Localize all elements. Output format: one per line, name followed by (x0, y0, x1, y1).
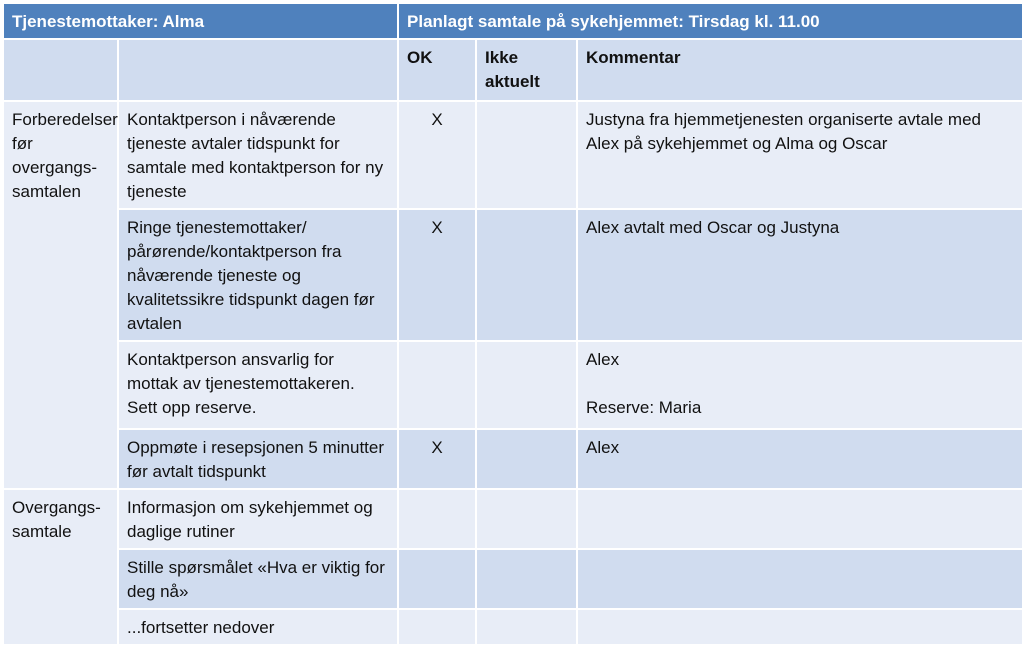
not-relevant-column-header: Ikke aktuelt (476, 39, 577, 101)
not-relevant-mark (476, 609, 577, 645)
comment-cell (577, 549, 1023, 609)
not-relevant-mark (476, 209, 577, 341)
comment-cell: Alex avtalt med Oscar og Justyna (577, 209, 1023, 341)
ok-mark (398, 489, 476, 549)
ok-mark (398, 609, 476, 645)
comment-cell (577, 489, 1023, 549)
table-row (3, 429, 1023, 489)
not-relevant-mark (476, 429, 577, 489)
task-cell: Stille spørsmålet «Hva er viktig for deg nå» (118, 549, 398, 609)
task-cell: Kontaktperson ansvarlig for mottak av tjenestemottakeren. Sett opp reserve. (118, 341, 398, 429)
section-label-preparation: Forberedelser før overgangs-samtalen (3, 101, 118, 489)
comment-cell: Alex (577, 429, 1023, 489)
recipient-title: Tjenestemottaker: Alma (3, 3, 398, 39)
column-header-row (3, 39, 1023, 101)
comment-line: Alex (586, 350, 620, 369)
conversation-plan-table (2, 2, 1024, 646)
table-row (3, 209, 1023, 341)
comment-cell (577, 609, 1023, 645)
ok-mark: X (398, 209, 476, 341)
comment-cell (577, 341, 1023, 429)
task-cell: Kontaktperson i nåværende tjeneste avtaler tidspunkt for samtale med kontaktperson for ny tjeneste (118, 101, 398, 209)
ok-column-header: OK (398, 39, 476, 101)
ok-mark: X (398, 101, 476, 209)
task-cell: Oppmøte i resepsjonen 5 minutter før avtalt tidspunkt (118, 429, 398, 489)
table-row (3, 609, 1023, 645)
not-relevant-mark (476, 549, 577, 609)
empty-header-cell (3, 39, 118, 101)
table-row (3, 489, 1023, 549)
table-row (3, 341, 1023, 429)
empty-header-cell (118, 39, 398, 101)
not-relevant-mark (476, 101, 577, 209)
task-cell: Ringe tjenestemottaker/ pårørende/kontaktperson fra nåværende tjeneste og kvalitetssikre tidspunkt dagen før avtalen (118, 209, 398, 341)
task-cell: Informasjon om sykehjemmet og daglige rutiner (118, 489, 398, 549)
planned-conversation-title: Planlagt samtale på sykehjemmet: Tirsdag kl. 11.00 (398, 3, 1023, 39)
ok-mark: X (398, 429, 476, 489)
not-relevant-mark (476, 489, 577, 549)
comment-line-reserve: Reserve: Maria (586, 398, 702, 417)
ok-mark (398, 549, 476, 609)
task-cell: ...fortsetter nedover (118, 609, 398, 645)
table-row (3, 101, 1023, 209)
ok-mark (398, 341, 476, 429)
table-row (3, 549, 1023, 609)
comment-column-header: Kommentar (577, 39, 1023, 101)
not-relevant-mark (476, 341, 577, 429)
section-label-conversation: Overgangs-samtale (3, 489, 118, 645)
title-row (3, 3, 1023, 39)
comment-cell: Justyna fra hjemmetjenesten organiserte avtale med Alex på sykehjemmet og Alma og Oscar (577, 101, 1023, 209)
